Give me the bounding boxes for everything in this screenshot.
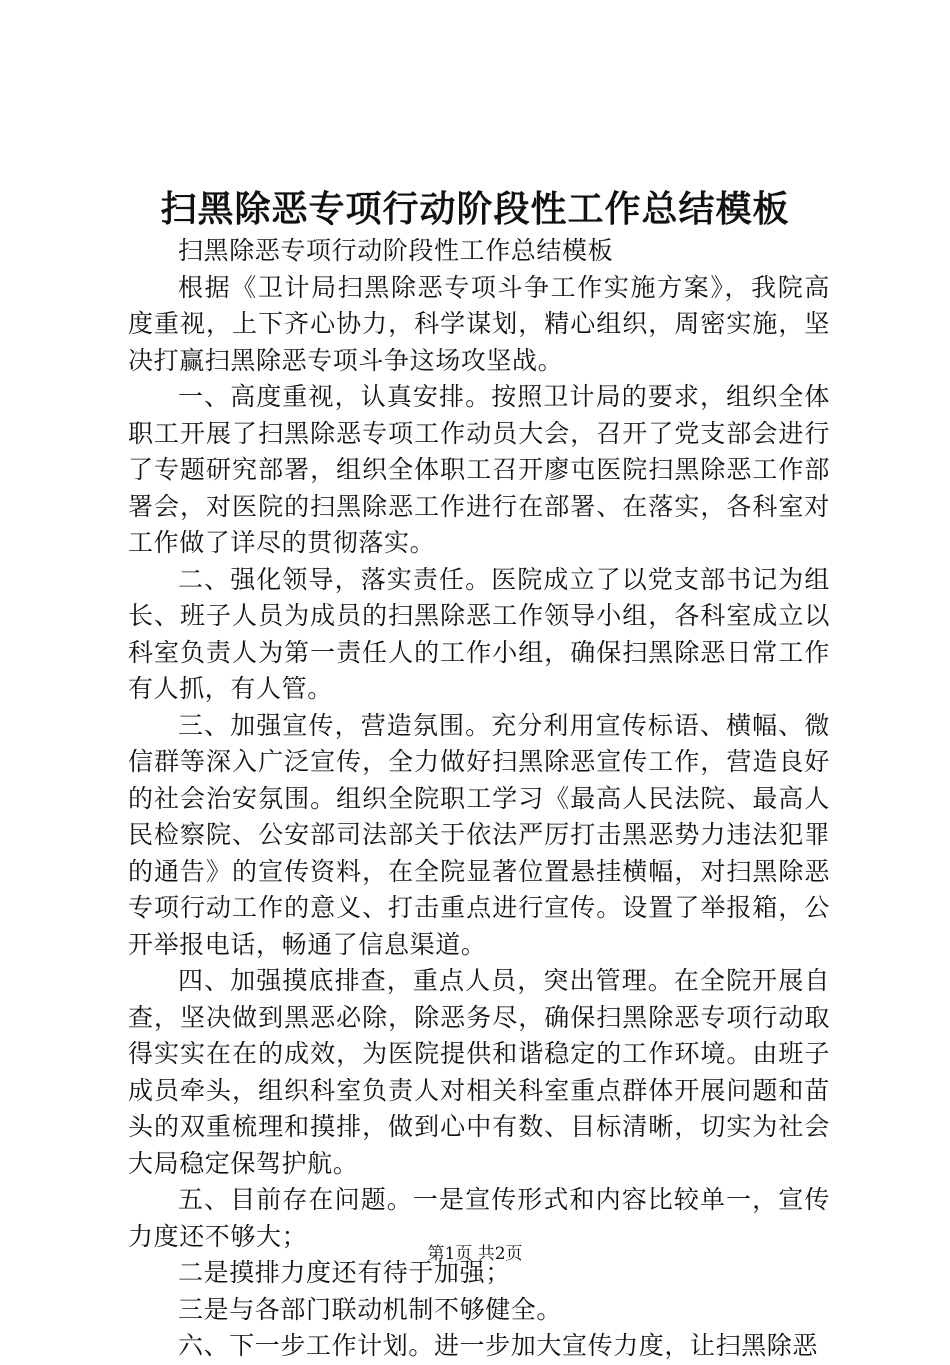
paragraph-section-2: 二、强化领导，落实责任。医院成立了以党支部书记为组长、班子人员为成员的扫黑除恶工作领导小组，各科室成立以科室负责人为第一责任人的工作小组，确保扫黑除恶日常工作有人抓，有人管。: [128, 564, 830, 703]
paragraph-section-1: 一、高度重视，认真安排。按照卫计局的要求，组织全体职工开展了扫黑除恶专项工作动员大会，召开了党支部会进行了专题研究部署，组织全体职工召开廖屯医院扫黑除恶工作部署会，对医院的扫黑除恶工作进行在部署、在落实，各科室对工作做了详尽的贯彻落实。: [128, 382, 830, 557]
paragraph-section-5: 五、目前存在问题。一是宣传形式和内容比较单一，宣传力度还不够大；: [128, 1185, 830, 1251]
document-title: 扫黑除恶专项行动阶段性工作总结模板: [160, 188, 790, 230]
paragraph-issue-2: 二是摸排力度还有待于加强；: [178, 1258, 511, 1287]
page-footer: 第1页 共2页: [427, 1244, 523, 1264]
paragraph-issue-3: 三是与各部门联动机制不够健全。: [178, 1294, 563, 1324]
paragraph-intro: 根据《卫计局扫黑除恶专项斗争工作实施方案》，我院高度重视，上下齐心协力，科学谋划，精心组织，周密实施，坚决打赢扫黑除恶专项斗争这场攻坚战。: [128, 272, 830, 375]
paragraph-section-6: 六、下一步工作计划。进一步加大宣传力度，让扫黑除恶: [178, 1331, 819, 1360]
paragraph-subtitle: 扫黑除恶专项行动阶段性工作总结模板: [178, 236, 614, 265]
paragraph-section-4: 四、加强摸底排查，重点人员，突出管理。在全院开展自查，坚决做到黑恶必除，除恶务尽，确保扫黑除恶专项行动取得实实在在的成效，为医院提供和谐稳定的工作环境。由班子成员牵头，组织科室负责人对相关科室重点群体开展问题和苗头的双重梳理和摸排，做到心中有数、目标清晰，切实为社会大局稳定保驾护航。: [128, 966, 830, 1178]
document-body: [128, 233, 830, 1365]
paragraph-section-3: 三、加强宣传，营造氛围。充分利用宣传标语、横幅、微信群等深入广泛宣传，全力做好扫黑除恶宣传工作，营造良好的社会治安氛围。组织全院职工学习《最高人民法院、最高人民检察院、公安部司法部关于依法严厉打击黑恶势力违法犯罪的通告》的宣传资料，在全院显著位置悬挂横幅，对扫黑除恶专项行动工作的意义、打击重点进行宣传。设置了举报箱，公开举报电话，畅通了信息渠道。: [128, 710, 830, 959]
